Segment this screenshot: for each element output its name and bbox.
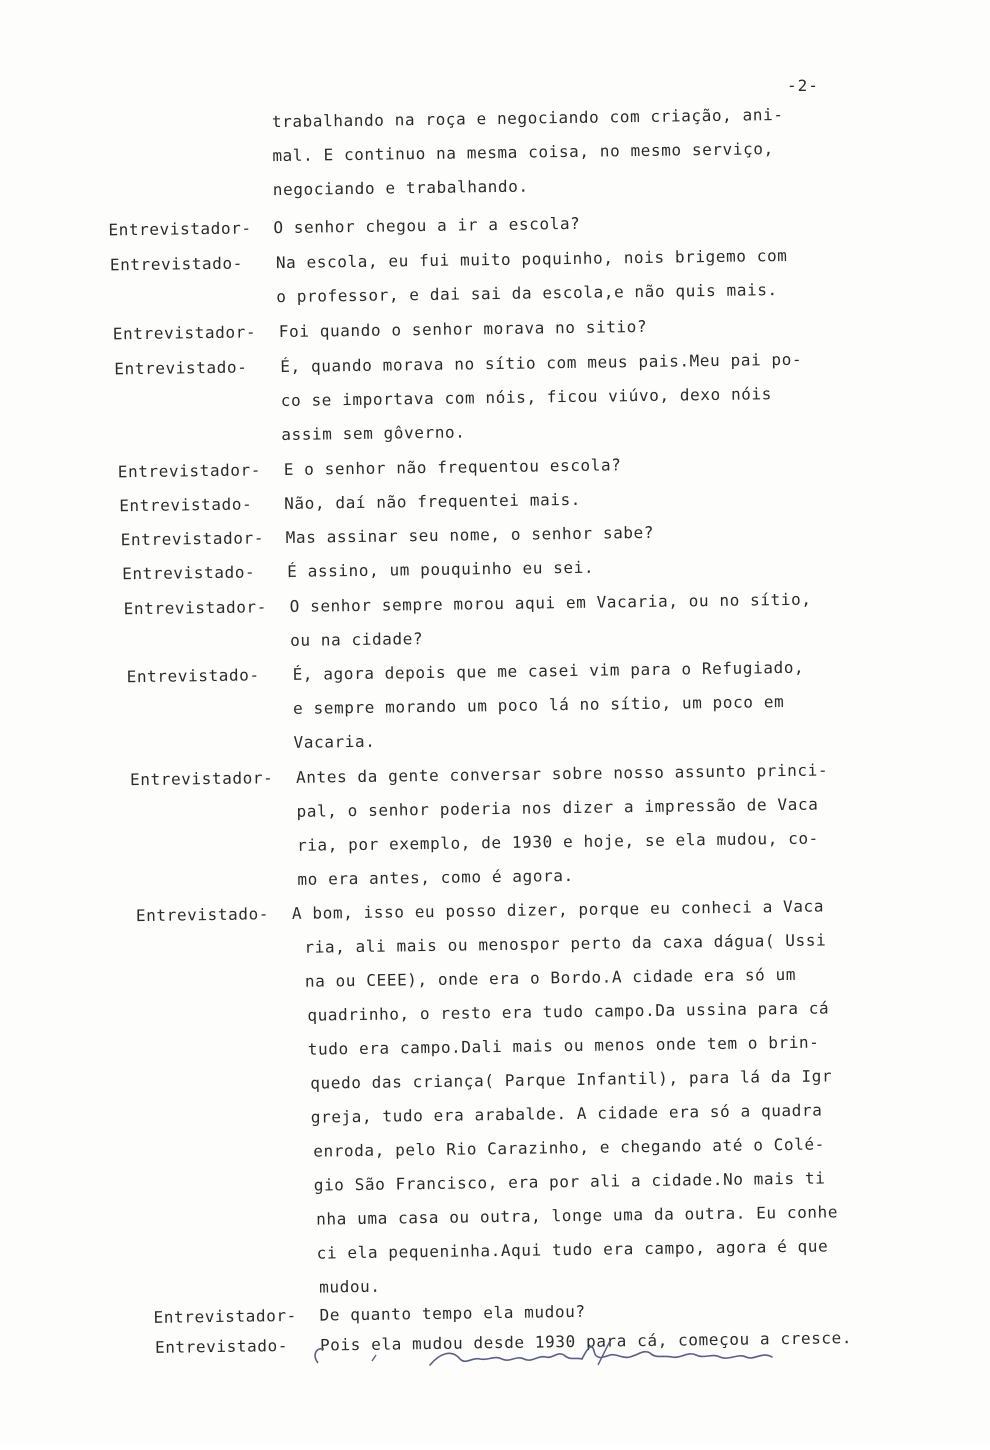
speech-line: quedo das criança( Parque Infantil), para lá da Igr xyxy=(310,1066,833,1093)
speech-line: assim sem gôverno. xyxy=(281,422,466,445)
speech-line: ria, ali mais ou menospor perto da caxa dágua( Ussi xyxy=(304,930,827,957)
speaker-label: Entrevistado- xyxy=(154,1336,289,1357)
speaker-label: Entrevistador- xyxy=(117,460,262,482)
speech-line: co se importava com nóis, ficou viúvo, dexo nóis xyxy=(280,384,773,411)
speech-text xyxy=(285,516,654,555)
speaker-label: Entrevistado- xyxy=(126,665,260,687)
speech-line: negociando e trabalhando. xyxy=(272,176,529,200)
speech-text xyxy=(289,583,812,658)
speech-line: gio São Francisco, era por ali a cidade.No mais ti xyxy=(313,1168,826,1195)
speech-line: De quanto tempo ela mudou? xyxy=(319,1301,586,1325)
speaker-label: Entrevistador- xyxy=(120,528,265,550)
speaker-label: Entrevistado- xyxy=(119,494,253,516)
speech-line: É, agora depois que me casei vim para o Refugiado, xyxy=(292,657,805,684)
speaker-label: Entrevistado- xyxy=(109,253,244,275)
speech-text xyxy=(292,889,840,1305)
speech-line: Antes da gente conversar sobre nosso assunto princi- xyxy=(295,760,829,787)
speaker-label: Entrevistador- xyxy=(108,218,252,240)
speech-line: o professor, e dai sai da escola,e não quis mais. xyxy=(276,280,778,307)
speech-text xyxy=(272,98,785,207)
speech-line: trabalhando na roça e negociando com criação, ani- xyxy=(271,104,784,132)
speech-line: Não, daí não frequentei mais. xyxy=(284,489,582,513)
speech-line: É, quando morava no sítio com meus pais.Meu pai po- xyxy=(280,349,803,377)
handwritten-signature xyxy=(310,1335,790,1371)
speaker-label: Entrevistado- xyxy=(135,904,270,926)
speech-line: enroda, pelo Rio Carazinho, e chegando até o Colé- xyxy=(313,1134,826,1161)
speech-line: greja, tudo era arabalde. A cidade era só a quadra xyxy=(310,1100,823,1127)
speech-line: mal. E continuo na mesma coisa, no mesmo serviço, xyxy=(272,139,774,166)
speech-line: e sempre morando um poco lá no sítio, um poco em xyxy=(292,692,785,718)
speech-line: Foi quando o senhor morava no sitio? xyxy=(278,316,648,342)
speech-line: quadrinho, o resto era tudo campo.Da ussina para cá xyxy=(307,998,830,1025)
speech-text xyxy=(276,239,789,314)
speech-line: na ou CEEE), onde era o Bordo.A cidade era só um xyxy=(304,964,797,991)
speech-text xyxy=(280,343,803,452)
speaker-label: Entrevistador- xyxy=(112,322,257,344)
speech-line: O senhor chegou a ir a escola? xyxy=(273,213,581,238)
speech-text xyxy=(273,207,580,245)
speaker-label: Entrevistador- xyxy=(129,768,274,790)
speech-text xyxy=(284,483,581,521)
speech-line: Mas assinar seu nome, o senhor sabe? xyxy=(285,522,655,547)
speaker-label: Entrevistador- xyxy=(123,597,268,619)
speech-line: nha uma casa ou outra, longe uma da outra. Eu conhe xyxy=(316,1202,839,1229)
speech-text xyxy=(279,310,648,349)
speech-line: mudou. xyxy=(319,1276,381,1297)
speaker-label: Entrevistador- xyxy=(153,1305,297,1327)
speaker-label: Entrevistado- xyxy=(122,562,256,584)
speech-line: Pois ela mudou desde 1930 para cá, começou a cresce. xyxy=(319,1328,853,1355)
speech-line: ria, por exemplo, de 1930 e hoje, se ela mudou, co- xyxy=(296,828,819,855)
speech-text xyxy=(292,651,805,760)
speech-line: tudo era campo.Dali mais ou menos onde tem o brin- xyxy=(307,1032,820,1059)
speech-line: ci ela pequeninha.Aqui tudo era campo, agora é que xyxy=(316,1236,829,1263)
speech-line: E o senhor não frequentou escola? xyxy=(283,455,622,479)
speech-line: mo era antes, como é agora. xyxy=(297,865,574,889)
speech-text xyxy=(287,551,594,589)
page-number: -2- xyxy=(787,76,819,95)
speech-line: É assino, um pouquinho eu sei. xyxy=(287,557,595,581)
speech-line: Na escola, eu fui muito poquinho, nois brigemo com xyxy=(275,245,788,273)
speech-text xyxy=(296,753,830,896)
speech-line: Vacaria. xyxy=(293,731,376,752)
speech-text xyxy=(284,448,622,487)
speech-line: pal, o senhor poderia nos dizer a impressão de Vaca xyxy=(296,794,819,821)
speech-line: A bom, isso eu posso dizer, porque eu conheci a Vaca xyxy=(291,896,825,923)
speech-line: O senhor sempre morou aqui em Vacaria, ou no sítio, xyxy=(289,589,812,616)
speech-line: ou na cidade? xyxy=(290,629,424,650)
speaker-label: Entrevistado- xyxy=(114,357,248,379)
